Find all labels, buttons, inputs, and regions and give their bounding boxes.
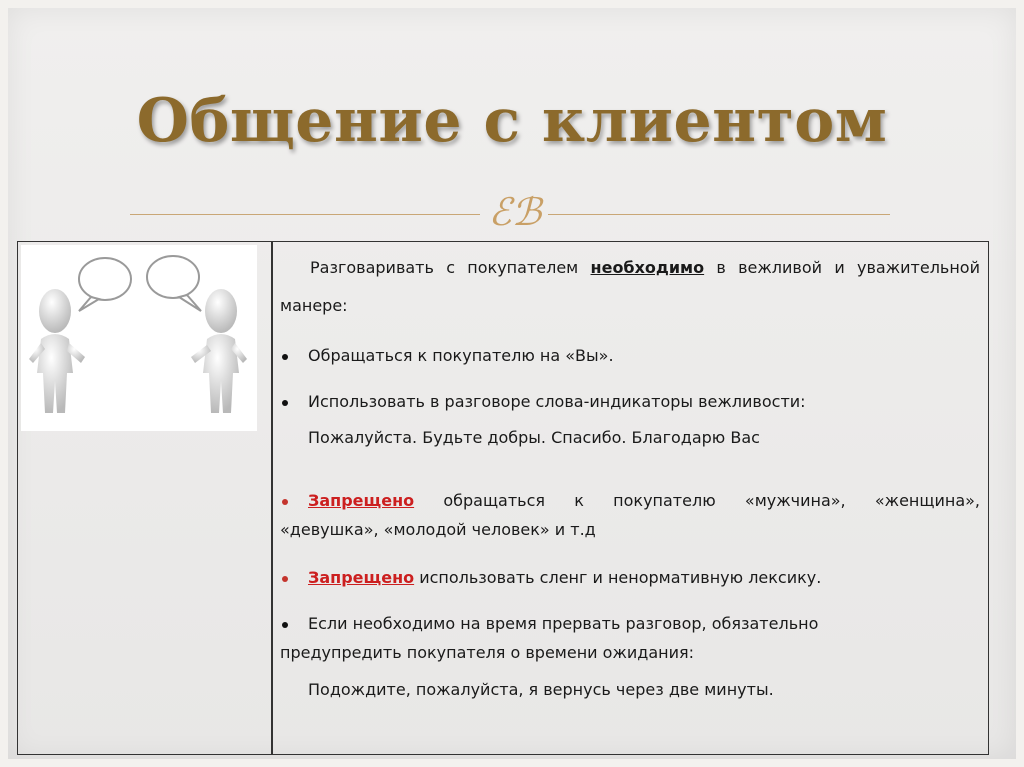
forbidden-label: Запрещено — [308, 491, 415, 510]
list-item: Обращаться к покупателю на «Вы». — [280, 346, 614, 365]
intro-line-2: манере: — [280, 296, 348, 315]
bullet-icon — [282, 354, 288, 360]
example-text: Подождите, пожалуйста, я вернусь через две минуты. — [308, 680, 774, 699]
bullet-icon — [282, 400, 288, 406]
intro-bold: необходимо — [590, 258, 705, 277]
content-table — [17, 241, 989, 755]
slide-title: Общение с клиентом — [136, 86, 888, 156]
forbidden-label: Запрещено — [308, 568, 415, 587]
title-rule-left — [130, 214, 480, 215]
list-item-line-2: предупредить покупателя о времени ожидания: — [280, 643, 695, 662]
people-talking-icon — [21, 245, 257, 431]
bullet-icon — [282, 622, 288, 628]
list-item: Запрещено обращаться к покупателю «мужчина», «женщина», — [280, 491, 980, 510]
bullet-icon — [282, 576, 288, 582]
list-item: Использовать в разговоре слова-индикаторы вежливости: — [280, 392, 806, 411]
list-item-line-2: «девушка», «молодой человек» и т.д — [280, 520, 596, 539]
bullet-icon — [282, 499, 288, 505]
ornament-icon: ℰℬ — [488, 190, 542, 234]
people-talking-image — [21, 245, 257, 431]
intro-line: Разговаривать с покупателем необходимо в вежливой и уважительной — [310, 258, 980, 277]
list-item: Запрещено использовать сленг и ненормативную лексику. — [280, 568, 821, 587]
title-rule-right — [548, 214, 890, 215]
list-item: Если необходимо на время прервать разговор, обязательно — [280, 614, 818, 633]
example-text: Пожалуйста. Будьте добры. Спасибо. Благодарю Вас — [308, 428, 760, 447]
table-divider — [271, 242, 273, 754]
